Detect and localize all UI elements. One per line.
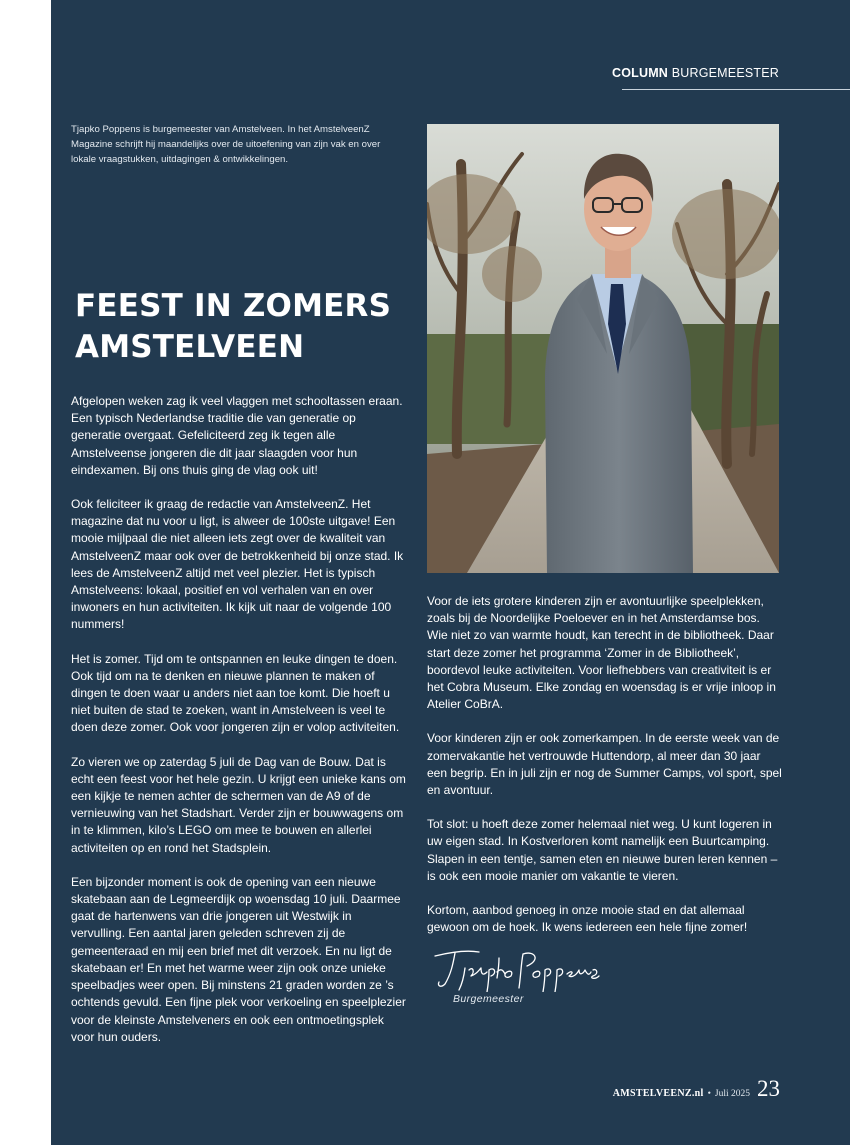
paragraph: Zo vieren we op zaterdag 5 juli de Dag van de Bouw. Dat is echt een feest voor het hele gezin. U krijgt een unieke kans om een kijkje te nemen achter de schermen van de A9 of de vernieuwing van het Stadshart. Verder zijn er bouwwagens om in te klimmen, kilo’s LEGO om mee te bouwen en allerlei activiteiten op en rond het Stadsplein.: [71, 754, 406, 855]
intro-text: Tjapko Poppens is burgemeester van Amstelveen. In het AmstelveenZ Magazine schrijft hij maandelijks over de uitoefening van zijn vak en over lokale vraagstukken, uitdagingen & ontwikkelingen.: [71, 124, 381, 165]
paragraph: Tot slot: u hoeft deze zomer helemaal niet weg. U kunt logeren in uw eigen stad. In Kostverloren komt namelijk een Buurtcamping. Slapen in een tentje, samen eten en nieuwe buren leren kennen – is ook een mooie manier om vakantie te vieren.: [427, 817, 778, 883]
paragraph: Voor de iets grotere kinderen zijn er avontuurlijke speelplekken, zoals bij de Noordelijke Poeloever en in het Amsterdamse bos. Wie niet zo van warmte houdt, kan terecht in de bibliotheek. Daar start deze zomer het programma ‘Zomer in de Bibliotheek’, boordevol leuke activiteiten. Voor liefhebbers van creativiteit is er het Cobra Museum. Elke zondag en woensdag is er vrije inloop in Atelier CoBrA.: [427, 594, 776, 712]
footer-separator: •: [707, 1089, 711, 1099]
headline-line-2: AMSTELVEEN: [75, 329, 305, 365]
article-column-left: [71, 393, 407, 1063]
portrait-illustration: [427, 124, 779, 573]
paragraph: Afgelopen weken zag ik veel vlaggen met schooltassen eraan. Een typisch Nederlandse traditie die van generatie op generatie overgaat. Gefeliciteerd zeg ik tegen alle Amstelveense jongeren die dit jaar slaagden voor hun eindexamen. Bij ons thuis ging de vlag ook uit!: [71, 394, 403, 477]
paragraph: Een bijzonder moment is ook de opening van een nieuwe skatebaan aan de Legmeerdijk op woensdag 10 juli. Daarmee gaat de hartenwens van drie jongeren uit Westwijk in vervulling. Een aantal jaren geleden schreven zij de gemeenteraad en mij een brief met dit verzoek. En nu ligt de skatebaan er! En met het warme weer zijn ook onze unieke speelbadjes weer open. Bij minstens 21 graden worden ze ’s ochtends gevuld. Een fijne plek voor verkoeling en speelplezier voor de kleinste Amstelveners en ook een ontmoetingsplek voor hun ouders.: [71, 874, 406, 1044]
magazine-page: [51, 0, 850, 1145]
section-divider: [622, 89, 850, 90]
paragraph: Ook feliciteer ik graag de redactie van AmstelveenZ. Het magazine dat nu voor u ligt, is alweer de 100ste uitgave! Een mooie mijlpaal die niet alleen iets zegt over de kwaliteit van AmstelveenZ maar ook over de betrokkenheid bij onze stad. Ik lees de AmstelveenZ altijd met veel plezier. Het is typisch Amstelveens: lokaal, positief en vol verhalen van en over inwoners en hun activiteiten. Ik kijk uit naar de volgende 100 nummers!: [71, 497, 404, 632]
page-footer: [613, 1076, 780, 1102]
footer-brand: AMSTELVEENZ.nl: [612, 1088, 704, 1099]
paragraph: Het is zomer. Tijd om te ontspannen en leuke dingen te doen. Ook tijd om na te denken en nieuwe plannen te maken of dingen te doen waar u anders niet aan toe komt. Die hoeft u niet buiten de stad te zoeken, want in Amstelveen is veel te doen deze zomer. Ook voor jongeren zijn er volop activiteiten.: [71, 651, 400, 735]
article-headline: [75, 286, 415, 368]
headline-line-1: FEEST IN ZOMERS: [75, 288, 392, 324]
section-label-rest: BURGEMEESTER: [668, 66, 779, 80]
handwritten-signature: [431, 944, 601, 992]
section-label: [612, 66, 779, 80]
mayor-portrait-photo: [427, 124, 779, 573]
signature-role: Burgemeester: [453, 993, 524, 1005]
paragraph: Kortom, aanbod genoeg in onze mooie stad en dat allemaal gewoon om de hoek. Ik wens iedereen een hele fijne zomer!: [427, 903, 748, 935]
page-number: 23: [757, 1076, 780, 1101]
article-column-right: [427, 593, 783, 953]
section-label-bold: COLUMN: [611, 66, 669, 80]
paragraph: Voor kinderen zijn er ook zomerkampen. In de eerste week van de zomervakantie het vertrouwde Huttendorp, al meer dan 30 jaar een begrip. En in juli zijn er nog de Summer Camps, vol sport, spel en avontuur.: [427, 731, 782, 798]
footer-issue-date: Juli 2025: [714, 1089, 750, 1099]
